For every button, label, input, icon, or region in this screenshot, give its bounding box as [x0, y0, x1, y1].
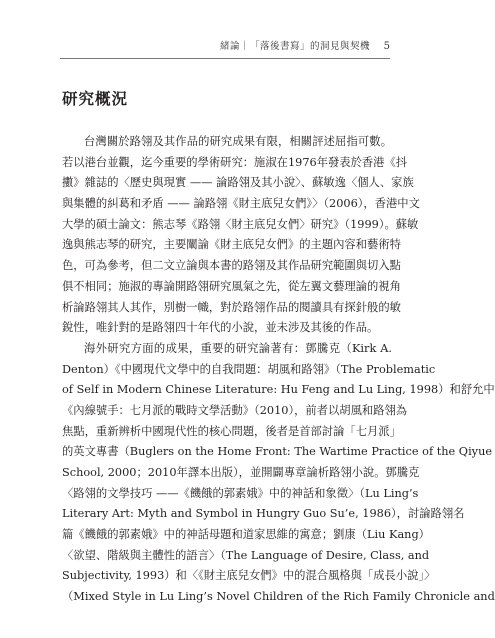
text-line: 篇《饑餓的郭素娥》中的神話母題和道家思維的寓意；劉康（Liu Kang）	[62, 528, 430, 542]
text-line: 析論路翎其人其作，別樹一幟，對於路翎作品的閱讀具有探針般的敏	[62, 300, 401, 314]
text-line: 俱不相同；施淑的專論開路翎研究風氣之先，從左翼文藝理論的視角	[62, 279, 401, 293]
text-line: 色，可為參考，但二文立論與本書的路翎及其作品研究範圍與切入點	[62, 259, 401, 273]
text-line: 《內線號手：七月派的戰時文學活動》（2010），前者以胡風和路翎為	[62, 403, 408, 417]
text-line: Denton）《中國現代文學中的自我問題：胡風和路翎》（The Problematic	[62, 362, 436, 376]
text-line: of Self in Modern Chinese Literature: Hu Feng and Lu Ling, 1998）和舒允中	[62, 383, 495, 397]
header-rule	[60, 58, 390, 59]
text-line: 台灣關於路翎及其作品的研究成果有限，相關評述屈指可數。	[84, 135, 392, 148]
running-header	[0, 40, 450, 60]
page-number: 5	[383, 41, 390, 52]
text-line: School, 2000；2010年譯本出版），並開闢專章論析路翎小說。鄧騰克	[62, 466, 420, 479]
text-line: 若以港台並觀，迄今重要的學術研究：施淑在1976年發表於香港《抖	[62, 155, 408, 169]
section-title: 研究概況	[62, 90, 129, 108]
body-text	[62, 132, 495, 608]
text-line: 逸與熊志琴的研究，主要闡論《財主底兒女們》的主題內容和藝術特	[62, 238, 401, 252]
text-line: 與集體的糾葛和矛盾 —— 論路翎《財主底兒女們》〉（2006），香港中文	[62, 197, 420, 211]
text-line: 焦點，重新辨析中國現代性的核心問題，後者是首部討論「七月派」	[62, 424, 401, 438]
running-header-title: 緒論｜「落後書寫」的洞見與契機	[219, 41, 370, 52]
text-line: 〈欲望、階級與主體性的語言〉（The Language of Desire, Class, and	[62, 548, 430, 562]
text-line: 的英文專書（Buglers on the Home Front: The Wartime Practice of the Qiyue	[62, 445, 493, 459]
text-line: Subjectivity, 1993）和〈《財主底兒女們》中的混合風格與「成長小說」〉	[62, 569, 436, 583]
text-line: 銳性，唯針對的是路翎四十年代的小說，並未涉及其後的作品。	[62, 321, 379, 335]
text-line: 海外研究方面的成果，重要的研究論著有：鄧騰克（Kirk A.	[84, 341, 392, 355]
text-line: 〈路翎的文學技巧 ——《饑餓的郭素娥》中的神話和象徵〉（Lu Ling’s	[62, 486, 419, 500]
text-line: 擻》雜誌的〈歷史與現實 —— 論路翎及其小說〉、蘇敏逸〈個人、家族	[62, 176, 414, 190]
text-line: 大學的碩士論文：熊志琴《路翎〈財主底兒女們〉研究》（1999）。蘇敏	[62, 217, 419, 231]
text-line: （Mixed Style in Lu Ling’s Novel Children of the Rich Family Chronicle and	[62, 590, 495, 604]
text-line: Literary Art: Myth and Symbol in Hungry Guo Su’e, 1986），討論路翎名	[62, 507, 465, 521]
